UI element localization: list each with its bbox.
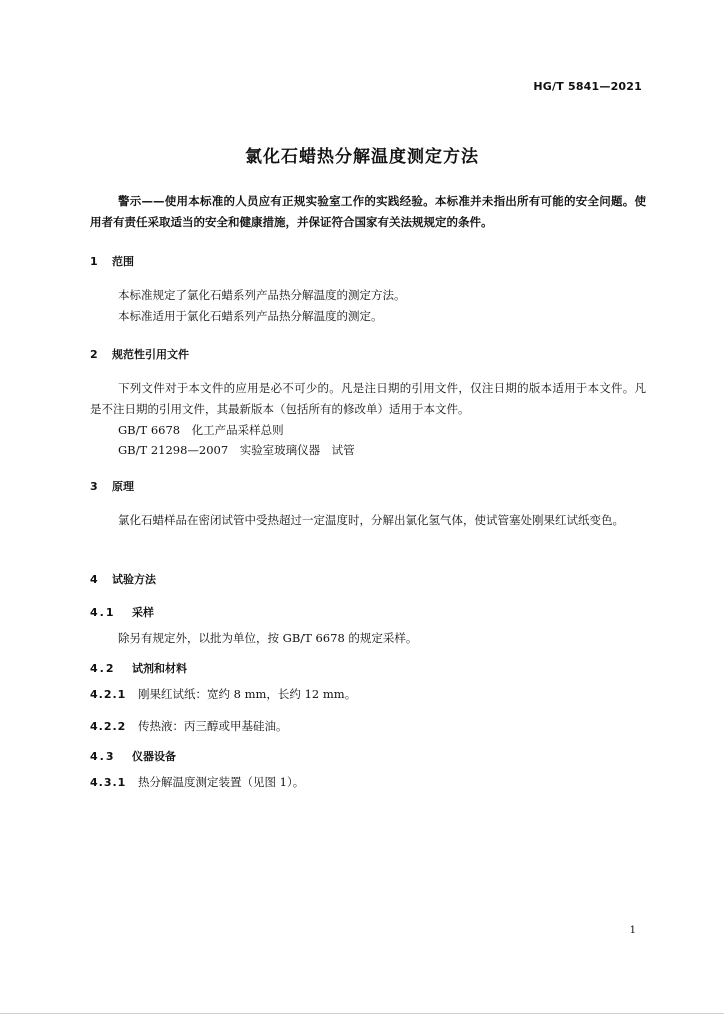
section-4-1-heading xyxy=(90,604,154,620)
scope-line-1: 本标准规定了氯化石蜡系列产品热分解温度的测定方法。 xyxy=(118,288,406,302)
reference-item: GB/T 6678 化工产品采样总则 xyxy=(118,423,284,437)
clause-number: 4.3.1 xyxy=(90,776,127,789)
section-title: 试剂和材料 xyxy=(132,662,187,675)
section-title: 范围 xyxy=(112,255,134,268)
section-number: 4 xyxy=(90,573,98,586)
section-title: 仪器设备 xyxy=(132,750,176,763)
clause-number: 4.2.1 xyxy=(90,688,127,701)
section-title: 规范性引用文件 xyxy=(112,348,189,361)
section-number: 4.2 xyxy=(90,662,116,675)
clause-item xyxy=(90,716,288,737)
section-4-2-heading xyxy=(90,660,187,676)
clause-text: 热分解温度测定装置（见图 1）。 xyxy=(138,775,305,789)
section-title: 采样 xyxy=(132,606,154,619)
document-title: 氯化石蜡热分解温度测定方法 xyxy=(245,147,479,167)
section-number: 1 xyxy=(90,255,98,268)
bottom-divider xyxy=(0,1013,724,1014)
section-number: 4.1 xyxy=(90,606,116,619)
section-title: 原理 xyxy=(112,480,134,493)
clause-number: 4.2.2 xyxy=(90,720,127,733)
clause-text: 刚果红试纸：宽约 8 mm，长约 12 mm。 xyxy=(138,687,357,701)
section-number: 2 xyxy=(90,348,98,361)
page-number: 1 xyxy=(629,925,636,936)
safety-warning: 警示——使用本标准的人员应有正规实验室工作的实践经验。本标准并未指出所有可能的安全问题。使用者有责任采取适当的安全和健康措施，并保证符合国家有关法规规定的条件。 xyxy=(90,194,646,229)
section-4-3-heading xyxy=(90,748,176,764)
sampling-text: 除另有规定外，以批为单位，按 GB/T 6678 的规定采样。 xyxy=(118,631,418,645)
section-1-heading xyxy=(90,253,134,269)
section-4-heading xyxy=(90,571,156,587)
section-2-heading xyxy=(90,346,189,362)
section-title: 试验方法 xyxy=(112,573,156,586)
clause-text: 传热液：丙三醇或甲基硅油。 xyxy=(138,719,288,733)
section-number: 3 xyxy=(90,480,98,493)
scope-line-2: 本标准适用于氯化石蜡系列产品热分解温度的测定。 xyxy=(118,309,383,323)
standard-code: HG/T 5841—2021 xyxy=(533,80,642,93)
normative-references-paragraph: 下列文件对于本文件的应用是必不可少的。凡是注日期的引用文件，仅注日期的版本适用于本文件。凡是不注日期的引用文件，其最新版本（包括所有的修改单）适用于本文件。 xyxy=(90,381,646,416)
section-number: 4.3 xyxy=(90,750,116,763)
clause-item xyxy=(90,772,304,793)
reference-item: GB/T 21298—2007 实验室玻璃仪器 试管 xyxy=(118,443,355,457)
principle-paragraph: 氯化石蜡样品在密闭试管中受热超过一定温度时，分解出氯化氢气体，使试管塞处刚果红试纸变色。 xyxy=(118,513,624,527)
section-3-heading xyxy=(90,478,134,494)
clause-item xyxy=(90,684,356,705)
